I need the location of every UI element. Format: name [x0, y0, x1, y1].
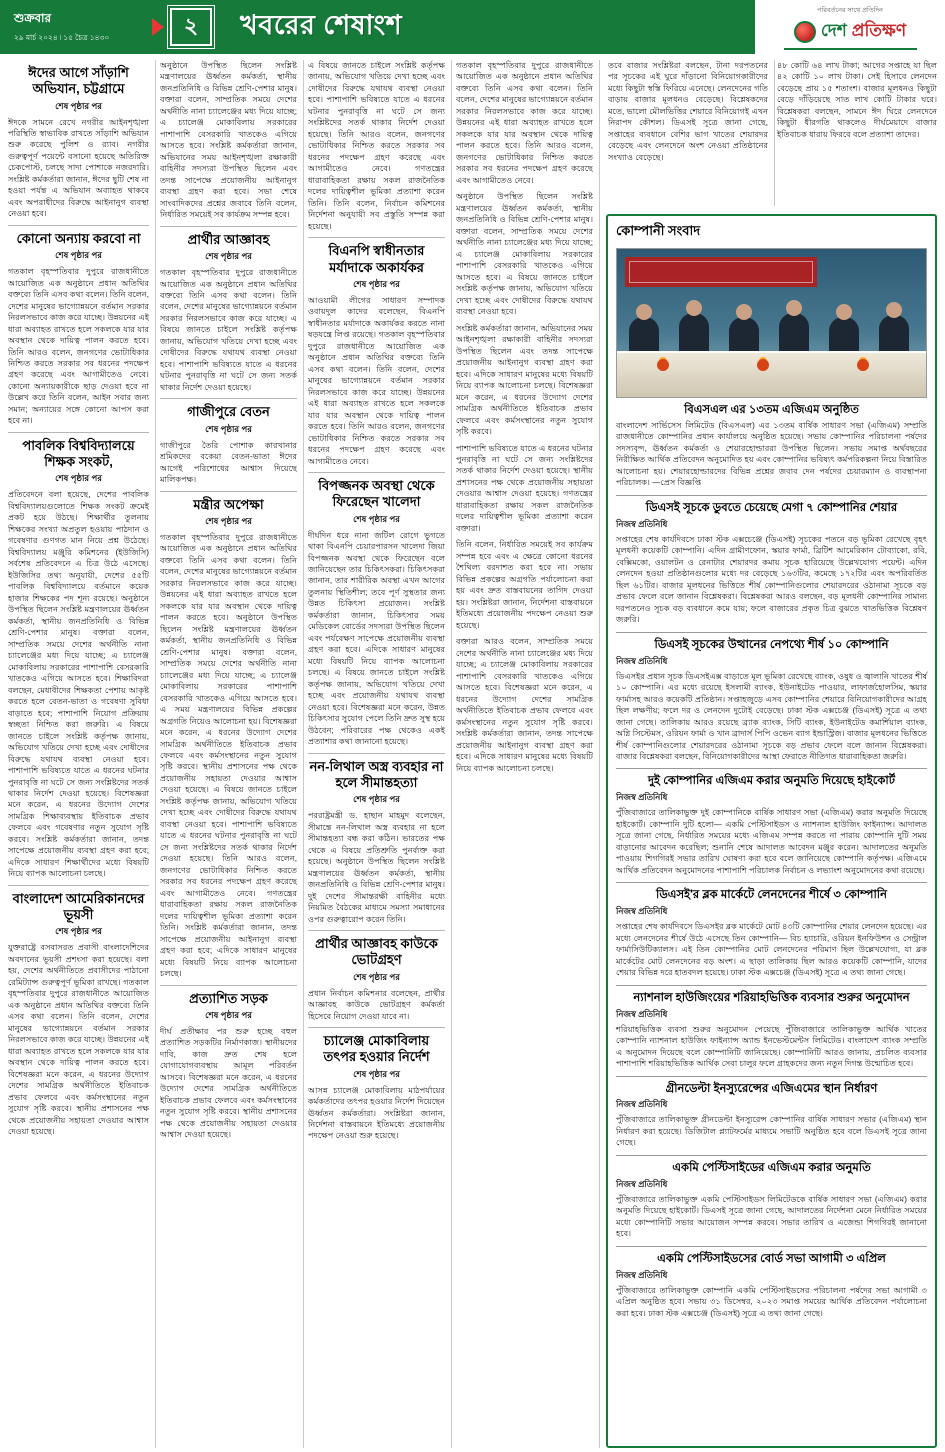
article-continuation-body: ৪৮ কোটি ৬৪ লাখ টাকা; আগের সপ্তাহে যা ছিল ৪২ কোটি ১০ লাখ টাকা। সেই হিসাবে লেনদেন বেড়েছে প্রায় ১৫ শতাংশ। বাজার মূলধনও কিছুটা বেড়ে দাঁড়িয়েছে সাত লাখ কোটি টাকার ঘরে। বিশ্লেষকরা বলছেন, সামনে ঈদ ঘিরে লেনদেনে কিছুটা ধীরগতি থাকলেও দীর্ঘমেয়াদে বাজার ইতিবাচক ধারায় ফিরবে বলে প্রত্যাশা তাদের। [777, 61, 937, 139]
company-item-headline: একমি পেস্টিসাইডের এজিএম করার অনুমতি [672, 1161, 871, 1174]
continued-from-label: শেষ পৃষ্ঠার পর [205, 423, 252, 434]
masthead-logo-icon [794, 21, 816, 43]
masthead-logo-row [794, 18, 906, 46]
masthead [755, 0, 945, 54]
divider [616, 1076, 927, 1077]
article-polling-officer [308, 936, 445, 1022]
photo-flower [857, 359, 869, 371]
company-item-headline: ডিএসই সূচকের উত্থানের নেপথ্যে শীর্ষ ১০ কোম্পানি [654, 638, 889, 651]
day-date-block [0, 0, 142, 54]
divider [160, 398, 297, 399]
article-body: গতকাল বৃহস্পতিবার দুপুরে রাজধানীতে আয়োজিত এক অনুষ্ঠানে প্রধান অতিথির বক্তব্যে তিনি এসব কথা বলেন। তিনি বলেন, দেশের মানুষের ভাগ্যোন্নয়নে বর্তমান সরকার নিরলসভাবে কাজ করে যাচ্ছে। উন্নয়নের এই ধারা অব্যাহত রাখতে হলে সকলকে যার যার অবস্থান থেকে দায়িত্ব পালন করতে হবে। তিনি আরও বলেন, জনগণের ভোটাধিকার নিশ্চিত করতে সরকার সব ধরনের পদক্ষেপ গ্রহণ করেছে এবং আগামীতেও নেবে। কোনো অন্যায়কারীকে ছাড় দেওয়া হবে না উল্লেখ করে তিনি বলেন, আইন সবার জন্য সমান; অন্যায়ের সঙ্গে কোনো আপস করা হবে না। [8, 267, 149, 426]
article-expected-road [160, 991, 297, 1141]
news-column-6 [775, 60, 937, 206]
continued-from-label: শেষ পৃষ্ঠার পর [55, 926, 102, 937]
continued-from-label: শেষ পৃষ্ঠার পর [55, 473, 102, 484]
company-item-body: ডিএসইর প্রধান সূচক ডিএসইএক্স বাড়াতে মূল ভূমিকা রেখেছে ব্যাংক, ওষুধ ও জ্বালানি খাতের শীর্ষ ১০ কোম্পানি। এর মধ্যে রয়েছে ইসলামী ব্যাংক, ইউনাইটেড পাওয়ার, লাফার্জহোলসিম, স্কয়ার ফার্মাসহ আরও কয়েকটি প্রতিষ্ঠান। সপ্তাহজুড়ে এসব কোম্পানির শেয়ারে বিনিয়োগকারীদের আগ্রহ ছিল লক্ষণীয়; ফলে দর ও লেনদেন দুটোই বেড়েছে। ঢাকা স্টক এক্সচেঞ্জ (ডিএসই) সূত্রে এ তথ্য জানা গেছে। তালিকায় আরও রয়েছে ব্র্যাক ব্যাংক, সিটি ব্যাংক, ইউনাইটেড কমার্শিয়াল ব্যাংক, অগ্নি সিস্টেমস, ওরিয়ন ফার্মা ও খান ব্রাদার্স পিপি ওভেন ব্যাগ ইন্ডাস্ট্রিজ। বাজার মূলধনের ভিত্তিতে শীর্ষ কোম্পানিগুলোর শেয়ারদরের ওঠানামা সূচকে বড় প্রভাব ফেলে বলে জানান বিশ্লেষকরা। বাজার বিশ্লেষকরা বলছেন, বিনিয়োগকারীদের আস্থা ফেরাতে নীতিগত ধারাবাহিকতা জরুরি। [616, 671, 927, 761]
masthead-name-part1: দেশ [820, 20, 847, 40]
continued-from-label: শেষ পৃষ্ঠার পর [205, 515, 252, 526]
article-no-injustice [8, 231, 149, 427]
article-continuation-body: পাশাপাশি ভবিষ্যতে যাতে এ ধরনের ঘটনার পুনরাবৃত্তি না ঘটে সে জন্য সংশ্লিষ্টদের সতর্ক থাকার নির্দেশ দেওয়া হয়েছে। স্থানীয় প্রশাসনের পক্ষ থেকে প্রয়োজনীয় সহায়তা দেওয়ার আশ্বাস দেওয়া হয়েছে। গণতন্ত্রের ধারাবাহিকতা রক্ষায় সকল রাজনৈতিক দলের দায়িত্বশীল ভূমিকা প্রত্যাশা করেন বক্তারা। [456, 443, 593, 533]
article-body: ঈদকে সামনে রেখে নগরীর আইনশৃঙ্খলা পরিস্থিতি স্বাভাবিক রাখতে সাঁড়াশি অভিযান শুরু করেছে পুলিশ ও র‍্যাব। নগরীর গুরুত্বপূর্ণ পয়েন্টে বসানো হয়েছে অতিরিক্ত চেকপোস্ট, চলছে সাদা পোশাকে নজরদারি। সংশ্লিষ্ট কর্মকর্তারা জানান, ঈদের ছুটি শেষ না হওয়া পর্যন্ত এ অভিযান অব্যাহত থাকবে এবং অপরাধীদের বিরুদ্ধে আইনানুগ ব্যবস্থা নেওয়া হবে। [8, 117, 149, 219]
company-news-box [606, 214, 937, 1448]
company-item [616, 501, 927, 626]
article-body: প্রধান নির্বাচন কমিশনার বলেছেন, প্রার্থীর আজ্ঞাবহ কাউকে ভোটগ্রহণ কর্মকর্তা হিসেবে নিয়োগ দেওয়া যাবে না। [308, 988, 445, 1021]
article-continuation-body: তবে বাজার সংশ্লিষ্টরা বলছেন, টানা দরপতনের পর সূচকের এই ঘুরে দাঁড়ানো বিনিয়োগকারীদের মধ্যে কিছুটা স্বস্তি ফিরিয়ে এনেছে। লেনদেনের গতি বাড়ায় বাজার মূলধনও বেড়েছে। বিশ্লেষকদের মতে, ভালো মৌলভিত্তির শেয়ারে বিনিয়োগই এখন নিরাপদ কৌশল। ডিএসই সূত্রে জানা গেছে, সপ্তাহের ব্যবধানে বেশির ভাগ খাতের শেয়ারদর বেড়েছে এবং লেনদেনে অংশ নেওয়া প্রতিষ্ঠানের সংখ্যাও বেড়েছে। [608, 61, 768, 162]
news-column-4 [452, 60, 600, 1448]
company-item-body: পুঁজিবাজারে তালিকাভুক্ত একমি পেস্টিসাইডস লিমিটেডকে বার্ষিক সাধারণ সভা (এজিএম) করার অনুমতি দিয়েছে হাইকোর্ট। ডিএসই সূত্রে জানা গেছে, আদালতের নির্দেশনা মেনে নির্ধারিত সময়ের মধ্যে কোম্পানিটি সভার আয়োজন সম্পন্ন করবে। সভার তারিখ ও এজেন্ডা শিগগিরই জানানো হবে। [616, 1194, 927, 1239]
company-item [616, 991, 927, 1070]
article-body: আসন্ন চ্যালেঞ্জ মোকাবিলায় মাঠপর্যায়ের কর্মকর্তাদের তৎপর হওয়ার নির্দেশ দিয়েছেন ঊর্ধ্বতন কর্মকর্তারা। সংশ্লিষ্টরা জানান, নির্দেশনা বাস্তবায়নে ইতিমধ্যে প্রয়োজনীয় পদক্ষেপ নেওয়া শুরু হয়েছে। [308, 1085, 445, 1141]
article-body: দীর্ঘদিন ধরে নানা জটিল রোগে ভুগতে থাকা বিএনপি চেয়ারপারসন খালেদা জিয়া বিপজ্জনক অবস্থা থেকে ফিরেছেন বলে জানিয়েছেন তার চিকিৎসকরা। চিকিৎসকরা জানান, তার শারীরিক অবস্থা এখন আগের তুলনায় স্থিতিশীল; তবে পূর্ণ সুস্থতার জন্য উন্নত চিকিৎসা প্রয়োজন। সংশ্লিষ্ট কর্মকর্তারা জানান, চিকিৎসার সময় মেডিকেল বোর্ডের সদস্যরা উপস্থিত ছিলেন এবং পর্যবেক্ষণ সাপেক্ষে প্রয়োজনীয় ব্যবস্থা গ্রহণ করা হবে। এদিকে সাধারণ মানুষের মধ্যে বিষয়টি নিয়ে ব্যাপক আলোচনা চলছে। এ বিষয়ে জানতে চাইলে সংশ্লিষ্ট কর্তৃপক্ষ জানায়, অভিযোগ খতিয়ে দেখা হচ্ছে এবং প্রয়োজনীয় যথাযথ ব্যবস্থা নেওয়া হবে। বিশেষজ্ঞরা মনে করেন, উন্নত চিকিৎসার সুযোগ পেলে তিনি দ্রুত সুস্থ হয়ে উঠবেন; পরিবারের পক্ষ থেকেও একই প্রত্যাশার কথা জানানো হয়েছে। [308, 530, 445, 747]
company-item-headline: ডিএসই'র ব্লক মার্কেটে লেনদেনের শীর্ষে ৩ কোম্পানি [656, 889, 887, 902]
article-continuation-body: এ বিষয়ে জানতে চাইলে সংশ্লিষ্ট কর্তৃপক্ষ জানায়, অভিযোগ খতিয়ে দেখা হচ্ছে এবং দোষীদের বিরুদ্ধে যথাযথ ব্যবস্থা নেওয়া হবে। পাশাপাশি ভবিষ্যতে যাতে এ ধরনের ঘটনার পুনরাবৃত্তি না ঘটে সে জন্য সংশ্লিষ্টদের সতর্ক থাকার নির্দেশ দেওয়া হয়েছে। তিনি আরও বলেন, জনগণের ভোটাধিকার নিশ্চিত করতে সরকার সব ধরনের পদক্ষেপ গ্রহণ করেছে এবং আগামীতেও নেবে। গণতন্ত্রের ধারাবাহিকতা রক্ষায় সকল রাজনৈতিক দলের দায়িত্বশীল ভূমিকা প্রত্যাশা করেন তিনি। তিনি বলেন, নির্বাচন কমিশনের নির্দেশনা অনুযায়ী সব প্রস্তুতি সম্পন্ন করা হয়েছে। [308, 61, 445, 231]
article-bangladesh-americans [8, 891, 149, 1138]
divider [616, 882, 927, 883]
divider [616, 985, 927, 986]
article-gazipur-wages [160, 404, 297, 485]
date-line: ২৯ মার্চ ২০২৪ ৷ ১৫ চৈত্র ১৪৩০ [14, 32, 110, 42]
article-headline: বিএনপি স্বাধীনতার মর্যাদাকে অকার্যকর [328, 243, 425, 275]
divider [308, 930, 445, 931]
article-headline: চ্যালেঞ্জ মোকাবিলায় তৎপর হওয়ার নির্দেশ [323, 1033, 430, 1065]
article-continuation-body: গতকাল বৃহস্পতিবার দুপুরে রাজধানীতে আয়োজিত এক অনুষ্ঠানে প্রধান অতিথির বক্তব্যে তিনি এসব কথা বলেন। তিনি বলেন, দেশের মানুষের ভাগ্যোন্নয়নে বর্তমান সরকার নিরলসভাবে কাজ করে যাচ্ছে। উন্নয়নের এই ধারা অব্যাহত রাখতে হলে সকলকে যার যার অবস্থান থেকে দায়িত্ব পালন করতে হবে। তিনি আরও বলেন, জনগণের ভোটাধিকার নিশ্চিত করতে সরকার সব ধরনের পদক্ষেপ গ্রহণ করেছে এবং আগামীতেও নেবে। [456, 61, 593, 185]
photo-person [779, 313, 809, 355]
company-item [616, 1252, 927, 1319]
continued-from-label: শেষ পৃষ্ঠার পর [353, 794, 400, 805]
divider [616, 1155, 927, 1156]
continued-from-label: শেষ পৃষ্ঠার পর [205, 1009, 252, 1020]
company-item-headline: ডিএসই সূচকে ডুবতে চেয়েছে মেগা ৭ কোম্পানির শেয়ার [645, 501, 898, 514]
divider [160, 985, 297, 986]
divider [308, 1027, 445, 1028]
article-headline: পাবলিক বিশ্ববিদ্যালয়ে শিক্ষক সংকট, [22, 437, 135, 470]
masthead-name-part2: প্রতিক্ষণ [851, 20, 907, 40]
byline: নিজস্ব প্রতিনিধি [616, 792, 668, 803]
continued-from-label: শেষ পৃষ্ঠার পর [353, 971, 400, 982]
ribbon-icon [152, 18, 164, 36]
divider [160, 226, 297, 227]
company-item-headline: দুই কোম্পানির এজিএম করার অনুমতি দিয়েছে হাইকোর্ট [648, 775, 895, 788]
company-item-headline: ন্যাশনাল হাউজিংয়ের শরিয়াহভিত্তিক ব্যবসার শুরুর অনুমোদন [633, 991, 910, 1004]
weekday-label: শুক্রবার [14, 10, 52, 25]
company-item-body: শরিয়াহভিত্তিক ব্যবসা শুরুর অনুমোদন পেয়েছে পুঁজিবাজারে তালিকাভুক্ত আর্থিক খাতের কোম্পানি ন্যাশনাল হাউজিং ফাইন্যান্স অ্যান্ড ইনভেস্টমেন্টস লিমিটেড। বাংলাদেশ ব্যাংক সম্প্রতি এ অনুমোদন দিয়েছে বলে কোম্পানিটি জানিয়েছে। কোম্পানিটি আরও জানায়, প্রচলিত ব্যবসার পাশাপাশি শরিয়াহভিত্তিক আর্থিক সেবা চালুর ফলে গ্রাহকদের জন্য নতুন দিগন্ত উন্মোচিত হবে। [616, 1024, 927, 1069]
divider [308, 753, 445, 754]
byline: নিজস্ব প্রতিনিধি [616, 655, 668, 666]
continued-from-label: শেষ পৃষ্ঠার পর [353, 278, 400, 289]
article-candidate-loyal [160, 232, 297, 394]
article-teacher-shortage [8, 438, 149, 880]
section-title: খবরের শেষাংশ [240, 9, 403, 40]
byline: নিজস্ব প্রতিনিধি [616, 1178, 668, 1189]
article-body: গতকাল বৃহস্পতিবার দুপুরে রাজধানীতে আয়োজিত এক অনুষ্ঠানে প্রধান অতিথির বক্তব্যে তিনি এসব কথা বলেন। তিনি বলেন, দেশের মানুষের ভাগ্যোন্নয়নে বর্তমান সরকার নিরলসভাবে কাজ করে যাচ্ছে। উন্নয়নের এই ধারা অব্যাহত রাখতে হলে সকলকে যার যার অবস্থান থেকে দায়িত্ব পালন করতে হবে। অনুষ্ঠানে উপস্থিত ছিলেন সংশ্লিষ্ট মন্ত্রণালয়ের ঊর্ধ্বতন কর্মকর্তা, স্থানীয় জনপ্রতিনিধি ও বিভিন্ন শ্রেণি-পেশার মানুষ। বক্তারা বলেন, সাম্প্রতিক সময়ে দেশের অর্থনীতি নানা চ্যালেঞ্জের মধ্য দিয়ে যাচ্ছে; এ চ্যালেঞ্জ মোকাবিলায় সরকারের পাশাপাশি বেসরকারি খাতকেও এগিয়ে আসতে হবে। এ সময় মন্ত্রণালয়ের বিভিন্ন প্রকল্পের অগ্রগতি নিয়েও আলোচনা হয়। বিশেষজ্ঞরা মনে করেন, এ ধরনের উদ্যোগ দেশের সামগ্রিক অর্থনীতিতে ইতিবাচক প্রভাব ফেলবে এবং কর্মসংস্থানের নতুন সুযোগ সৃষ্টি করবে। স্থানীয় প্রশাসনের পক্ষ থেকে প্রয়োজনীয় সহায়তা দেওয়ার আশ্বাস দেওয়া হয়েছে। এ বিষয়ে জানতে চাইলে সংশ্লিষ্ট কর্তৃপক্ষ জানায়, অভিযোগ খতিয়ে দেখা হচ্ছে এবং দোষীদের বিরুদ্ধে যথাযথ ব্যবস্থা নেওয়া হবে। পাশাপাশি ভবিষ্যতে যাতে এ ধরনের ঘটনার পুনরাবৃত্তি না ঘটে সে জন্য সংশ্লিষ্টদের সতর্ক থাকার নির্দেশ দেওয়া হয়েছে। তিনি আরও বলেন, জনগণের ভোটাধিকার নিশ্চিত করতে সরকার সব ধরনের পদক্ষেপ গ্রহণ করেছে এবং আগামীতেও নেবে। গণতন্ত্রের ধারাবাহিকতা রক্ষায় সকল রাজনৈতিক দলের দায়িত্বশীল ভূমিকা প্রত্যাশা করেন তিনি। সংশ্লিষ্ট কর্মকর্তারা জানান, তদন্ত সাপেক্ষে প্রয়োজনীয় আইনানুগ ব্যবস্থা গ্রহণ করা হবে; এদিকে সাধারণ মানুষের মধ্যে বিষয়টি নিয়ে ব্যাপক আলোচনা চলছে। [160, 532, 297, 979]
photo-flower [757, 359, 769, 371]
article-body: পররাষ্ট্রমন্ত্রী ড. হাছান মাহমুদ বলেছেন, সীমান্তে নন-লিথাল অস্ত্র ব্যবহার না হলে সীমান্তহত্যা বন্ধ করা কঠিন। ভারতের পক্ষ থেকে এ বিষয়ে প্রতিশ্রুতি পুনর্ব্যক্ত করা হয়েছে। অনুষ্ঠানে উপস্থিত ছিলেন সংশ্লিষ্ট মন্ত্রণালয়ের ঊর্ধ্বতন কর্মকর্তা, স্থানীয় জনপ্রতিনিধি ও বিভিন্ন শ্রেণি-পেশার মানুষ। দুই দেশের সীমান্তরক্ষী বাহিনীর মধ্যে নিয়মিত বৈঠকের মাধ্যমে সমস্যা সমাধানের ওপর গুরুত্বারোপ করেন তিনি। [308, 811, 445, 924]
continued-from-label: শেষ পৃষ্ঠার পর [205, 251, 252, 262]
company-item-body: পুঁজিবাজারে তালিকাভুক্ত কোম্পানি একমি পেস্টিসাইডসের পরিচালনা পর্ষদের সভা আগামী ৩ এপ্রিল অনুষ্ঠিত হবে। সভায় ৩১ ডিসেম্বর, ২০২৩ সমাপ্ত সময়ের আর্থিক প্রতিবেদন পর্যালোচনা করা হবে। ঢাকা স্টক এক্সচেঞ্জ (ডিএসই) সূত্রে এ তথ্য জানা গেছে। [616, 1285, 927, 1318]
article-body: দীর্ঘ প্রতীক্ষার পর শুরু হচ্ছে বহুল প্রত্যাশিত সড়কটির নির্মাণকাজ। স্থানীয়দের দাবি, কাজ দ্রুত শেষ হলে যোগাযোগব্যবস্থায় আমূল পরিবর্তন আসবে। বিশেষজ্ঞরা মনে করেন, এ ধরনের উদ্যোগ দেশের সামগ্রিক অর্থনীতিতে ইতিবাচক প্রভাব ফেলবে এবং কর্মসংস্থানের নতুন সুযোগ সৃষ্টি করবে। স্থানীয় প্রশাসনের পক্ষ থেকে প্রয়োজনীয় সহায়তা দেওয়ার আশ্বাস দেওয়া হয়েছে। [160, 1026, 297, 1140]
byline: নিজস্ব প্রতিনিধি [616, 1269, 668, 1280]
article-khaleda-recovered [308, 478, 445, 748]
article-body: যুক্তরাষ্ট্রে বসবাসরত প্রবাসী বাংলাদেশিদের অবদানের ভূয়সী প্রশংসা করা হয়েছে। বলা হয়, দেশের অর্থনীতিতে প্রবাসীদের পাঠানো রেমিট্যান্স গুরুত্বপূর্ণ ভূমিকা রাখছে। গতকাল বৃহস্পতিবার দুপুরে রাজধানীতে আয়োজিত এক অনুষ্ঠানে প্রধান অতিথির বক্তব্যে তিনি এসব কথা বলেন। তিনি বলেন, দেশের মানুষের ভাগ্যোন্নয়নে বর্তমান সরকার নিরলসভাবে কাজ করে যাচ্ছে। উন্নয়নের এই ধারা অব্যাহত রাখতে হলে সকলকে যার যার অবস্থান থেকে দায়িত্ব পালন করতে হবে। বিশেষজ্ঞরা মনে করেন, এ ধরনের উদ্যোগ দেশের সামগ্রিক অর্থনীতিতে ইতিবাচক প্রভাব ফেলবে এবং কর্মসংস্থানের নতুন সুযোগ সৃষ্টি করবে। স্থানীয় প্রশাসনের পক্ষ থেকে প্রয়োজনীয় সহায়তা দেওয়ার আশ্বাস দেওয়া হয়েছে। [8, 943, 149, 1137]
divider [160, 491, 297, 492]
masthead-rule [784, 48, 917, 50]
article-headline: প্রার্থীর আজ্ঞাবহ কাউকে ভোটগ্রহণ [315, 936, 438, 968]
photo-flower [657, 359, 669, 371]
article-headline: প্রার্থীর আজ্ঞাবহ [187, 231, 270, 247]
article-headline: ঈদের আগে সাঁড়াশি অভিযান, চট্টগ্রামে [28, 65, 129, 97]
article-non-lethal-border [308, 759, 445, 925]
article-continuation-body: অনুষ্ঠানে উপস্থিত ছিলেন সংশ্লিষ্ট মন্ত্রণালয়ের ঊর্ধ্বতন কর্মকর্তা, স্থানীয় জনপ্রতিনিধি ও বিভিন্ন শ্রেণি-পেশার মানুষ। বক্তারা বলেন, সাম্প্রতিক সময়ে দেশের অর্থনীতি নানা চ্যালেঞ্জের মধ্য দিয়ে যাচ্ছে; এ চ্যালেঞ্জ মোকাবিলায় সরকারের পাশাপাশি বেসরকারি খাতকেও এগিয়ে আসতে হবে। সংশ্লিষ্ট কর্মকর্তারা জানান, অভিযানের সময় আইনশৃঙ্খলা রক্ষাকারী বাহিনীর সদস্যরা উপস্থিত ছিলেন এবং তদন্ত সাপেক্ষে প্রয়োজনীয় আইনানুগ ব্যবস্থা গ্রহণ করা হবে। সভা শেষে সাংবাদিকদের প্রশ্নের জবাবে তিনি বলেন, নির্ধারিত সময়েই সব কার্যক্রম সম্পন্ন হবে। [160, 61, 297, 220]
company-item-headline: বিএসএল এর ১৩তম এজিএম অনুষ্ঠিত [684, 404, 859, 416]
article-body: গতকাল বৃহস্পতিবার দুপুরে রাজধানীতে আয়োজিত এক অনুষ্ঠানে প্রধান অতিথির বক্তব্যে তিনি এসব কথা বলেন। তিনি বলেন, দেশের মানুষের ভাগ্যোন্নয়নে বর্তমান সরকার নিরলসভাবে কাজ করে যাচ্ছে। এ বিষয়ে জানতে চাইলে সংশ্লিষ্ট কর্তৃপক্ষ জানায়, অভিযোগ খতিয়ে দেখা হচ্ছে এবং দোষীদের বিরুদ্ধে যথাযথ ব্যবস্থা নেওয়া হবে। পাশাপাশি ভবিষ্যতে যাতে এ ধরনের ঘটনার পুনরাবৃত্তি না ঘটে সে জন্য সতর্ক থাকার নির্দেশ দেওয়া হয়েছে। [160, 268, 297, 392]
company-item [616, 638, 927, 763]
company-item-body: সপ্তাহের শেষ কার্যদিবসে ডিএসইর ব্লক মার্কেটে মোট ৪৩টি কোম্পানির শেয়ার লেনদেন হয়েছে। এর মধ্যে লেনদেনের শীর্ষে উঠে এসেছে তিন কোম্পানি— বিচ হ্যাচারি, ওরিয়ন ইনফিউশন ও সেন্ট্রাল ফার্মাসিউটিক্যালস। এই তিন কোম্পানির মোট লেনদেনের পরিমাণ ছিল উল্লেখযোগ্য, যা ব্লক মার্কেটের মোট লেনদেনের বড় অংশ। এ ছাড়া তালিকায় ছিল আরও কয়েকটি কোম্পানি, যাদের শেয়ার বিভিন্ন দরে হাতবদল হয়েছে। ঢাকা স্টক এক্সচেঞ্জ (ডিএসই) সূত্রে এ তথ্য জানা গেছে। [616, 922, 927, 978]
divider [8, 225, 149, 226]
article-body: গাজীপুরে তৈরি পোশাক কারখানার শ্রমিকদের বকেয়া বেতন-ভাতা ঈদের আগেই পরিশোধের আশ্বাস দিয়েছে মালিকপক্ষ। [160, 440, 297, 485]
company-item [616, 403, 927, 489]
company-item [616, 1161, 927, 1240]
page-content [0, 54, 945, 1444]
article-raid-chattogram [8, 65, 149, 220]
photo-person [679, 313, 709, 355]
divider [616, 632, 927, 633]
article-continuation-body: সংশ্লিষ্ট কর্মকর্তারা জানান, অভিযানের সময় আইনশৃঙ্খলা রক্ষাকারী বাহিনীর সদস্যরা উপস্থিত ছিলেন এবং তদন্ত সাপেক্ষে প্রয়োজনীয় আইনানুগ ব্যবস্থা গ্রহণ করা হবে। এদিকে সাধারণ মানুষের মধ্যে বিষয়টি নিয়ে ব্যাপক আলোচনা চলছে। বিশেষজ্ঞরা মনে করেন, এ ধরনের উদ্যোগ দেশের সামগ্রিক অর্থনীতিতে ইতিবাচক প্রভাব ফেলবে এবং কর্মসংস্থানের নতুন সুযোগ সৃষ্টি করবে। [456, 323, 593, 437]
article-bnp-independence [308, 243, 445, 467]
divider [8, 432, 149, 433]
divider [616, 768, 927, 769]
divider [308, 237, 445, 238]
article-headline: প্রত্যাশিত সড়ক [189, 990, 268, 1006]
company-item-body: পুঁজিবাজারে তালিকাভুক্ত গ্রীনডেল্টা ইনস্যুরেন্স কোম্পানির বার্ষিক সাধারণ সভার (এজিএম) স্থান নির্ধারণ করা হয়েছে। ডিজিটাল প্ল্যাটফর্মের মাধ্যমে সভাটি অনুষ্ঠিত হবে বলে ডিএসই সূত্রে জানা গেছে। [616, 1115, 927, 1148]
continued-from-label: শেষ পৃষ্ঠার পর [353, 1068, 400, 1079]
article-minister-waiting [160, 497, 297, 980]
company-news-title: কোম্পানী সংবাদ [616, 223, 701, 238]
article-headline: মন্ত্রীর অপেক্ষা [193, 496, 264, 512]
news-column-2 [156, 60, 304, 1448]
continued-from-label: শেষ পৃষ্ঠার পর [353, 513, 400, 524]
divider [8, 885, 149, 886]
byline: নিজস্ব প্রতিনিধি [616, 906, 668, 917]
article-continuation-body: তিনি বলেন, নির্ধারিত সময়েই সব কার্যক্রম সম্পন্ন হবে এবং এ ক্ষেত্রে কোনো ধরনের শৈথিল্য বরদাশত করা হবে না। সভায় বিভিন্ন প্রকল্পের অগ্রগতি পর্যালোচনা করা হয় এবং দ্রুত বাস্তবায়নের তাগিদ দেওয়া হয়। সংশ্লিষ্টরা জানান, নির্দেশনা বাস্তবায়নে ইতিমধ্যে প্রয়োজনীয় পদক্ষেপ নেওয়া শুরু হয়েছে। [456, 540, 593, 630]
page-number: ২ [170, 8, 212, 46]
agm-meeting-photo [616, 248, 927, 398]
article-headline: কোনো অন্যায় করবো না [16, 230, 141, 246]
news-column-3 [304, 60, 452, 1448]
company-item [616, 774, 927, 876]
company-item-headline: একমি পেস্টিসাইডসের বোর্ড সভা আগামী ৩ এপ্রিল [657, 1252, 886, 1265]
company-item-body: পুঁজিবাজারে তালিকাভুক্ত দুই কোম্পানিকে বার্ষিক সাধারণ সভা (এজিএম) করার অনুমতি দিয়েছে হাইকোর্ট। কোম্পানি দুটি হলো— একমি পেস্টিসাইডস ও ন্যাশনাল হাউজিং ফাইন্যান্স। আদালত সূত্রে জানা গেছে, নির্ধারিত সময়ের মধ্যে এজিএম সম্পন্ন করতে না পারায় কোম্পানি দুটি সময় বাড়ানোর আবেদন করেছিল; শুনানি শেষে আদালত আবেদন মঞ্জুর করেন। আদালতের অনুমতি পাওয়ায় শিগগিরই সভার তারিখ ঘোষণা করা হবে বলে জানিয়েছে কোম্পানি কর্তৃপক্ষ। এজিএমে আর্থিক প্রতিবেদন অনুমোদনের পাশাপাশি পরিচালক নির্বাচন ও লভ্যাংশ অনুমোদনের কথা রয়েছে। [616, 808, 927, 875]
page-number-badge [142, 0, 222, 54]
photo-table [617, 351, 926, 397]
divider [616, 495, 927, 496]
masthead-tagline: পরিবর্তনের সাথে প্রতিদিন [817, 6, 883, 14]
article-continuation-body: অনুষ্ঠানে উপস্থিত ছিলেন সংশ্লিষ্ট মন্ত্রণালয়ের ঊর্ধ্বতন কর্মকর্তা, স্থানীয় জনপ্রতিনিধি ও বিভিন্ন শ্রেণি-পেশার মানুষ। বক্তারা বলেন, সাম্প্রতিক সময়ে দেশের অর্থনীতি নানা চ্যালেঞ্জের মধ্য দিয়ে যাচ্ছে; এ চ্যালেঞ্জ মোকাবিলায় সরকারের পাশাপাশি বেসরকারি খাতকেও এগিয়ে আসতে হবে। এ বিষয়ে জানতে চাইলে সংশ্লিষ্ট কর্তৃপক্ষ জানায়, অভিযোগ খতিয়ে দেখা হচ্ছে এবং দোষীদের বিরুদ্ধে যথাযথ ব্যবস্থা নেওয়া হবে। [456, 192, 593, 317]
article-body: প্রতিবেদনে বলা হয়েছে, দেশের পাবলিক বিশ্ববিদ্যালয়গুলোতে শিক্ষক সংকট ক্রমেই প্রকট হয়ে উঠছে। শিক্ষার্থীর তুলনায় শিক্ষকের সংখ্যা অপ্রতুল হওয়ায় পাঠদান ও গবেষণার গুণগত মান নিয়ে প্রশ্ন উঠেছে। বিশ্ববিদ্যালয় মঞ্জুরি কমিশনের (ইউজিসি) সর্বশেষ প্রতিবেদনে এ চিত্র উঠে এসেছে। ইউজিসির তথ্য অনুযায়ী, দেশের ৫৫টি পাবলিক বিশ্ববিদ্যালয়ে বর্তমানে কয়েক হাজার শিক্ষকের পদ শূন্য রয়েছে। অনুষ্ঠানে উপস্থিত ছিলেন সংশ্লিষ্ট মন্ত্রণালয়ের ঊর্ধ্বতন কর্মকর্তা, স্থানীয় জনপ্রতিনিধি ও বিভিন্ন শ্রেণি-পেশার মানুষ। বক্তারা বলেন, সাম্প্রতিক সময়ে দেশের অর্থনীতি নানা চ্যালেঞ্জের মধ্য দিয়ে যাচ্ছে; এ চ্যালেঞ্জ মোকাবিলায় সরকারের পাশাপাশি বেসরকারি খাতকেও এগিয়ে আসতে হবে। শিক্ষাবিদরা বলছেন, মেধাবীদের শিক্ষকতা পেশায় আকৃষ্ট করতে হলে বেতন-ভাতা ও গবেষণা সুবিধা বাড়াতে হবে; পাশাপাশি নিয়োগ প্রক্রিয়ায় স্বচ্ছতা নিশ্চিত করা জরুরি। এ বিষয়ে জানতে চাইলে সংশ্লিষ্ট কর্তৃপক্ষ জানায়, অভিযোগ খতিয়ে দেখা হচ্ছে এবং দোষীদের বিরুদ্ধে যথাযথ ব্যবস্থা নেওয়া হবে। পাশাপাশি ভবিষ্যতে যাতে এ ধরনের ঘটনার পুনরাবৃত্তি না ঘটে সে জন্য সংশ্লিষ্টদের সতর্ক থাকার নির্দেশ দেওয়া হয়েছে। বিশেষজ্ঞরা মনে করেন, এ ধরনের উদ্যোগ দেশের সামগ্রিক শিক্ষাব্যবস্থায় ইতিবাচক প্রভাব ফেলবে এবং গবেষণার নতুন সুযোগ সৃষ্টি করবে। সংশ্লিষ্ট কর্মকর্তারা জানান, তদন্ত সাপেক্ষে প্রয়োজনীয় ব্যবস্থা গ্রহণ করা হবে; এদিকে সাধারণ শিক্ষার্থীদের মধ্যে বিষয়টি নিয়ে ব্যাপক আলোচনা চলছে। [8, 490, 149, 879]
divider [616, 1246, 927, 1247]
right-top-continuations [606, 60, 937, 206]
news-column-1 [8, 60, 156, 1448]
article-headline: গাজীপুরে বেতন [187, 404, 270, 420]
company-item [616, 1082, 927, 1149]
article-challenge-directive [308, 1033, 445, 1142]
article-headline: বাংলাদেশ আমেরিকানদের ভূয়সী [12, 890, 145, 923]
byline: নিজস্ব প্রতিনিধি [616, 1099, 668, 1110]
news-column-5 [606, 60, 775, 206]
article-body: আওয়ামী লীগের সাধারণ সম্পাদক ওবায়দুল কাদের বলেছেন, বিএনপি স্বাধীনতার মর্যাদাকে অকার্যকর করতে নানা ষড়যন্ত্রে লিপ্ত রয়েছে। গতকাল বৃহস্পতিবার দুপুরে রাজধানীতে আয়োজিত এক অনুষ্ঠানে প্রধান অতিথির বক্তব্যে তিনি এসব কথা বলেন। তিনি বলেন, দেশের মানুষের ভাগ্যোন্নয়নে বর্তমান সরকার নিরলসভাবে কাজ করে যাচ্ছে। উন্নয়নের এই ধারা অব্যাহত রাখতে হলে সকলকে যার যার অবস্থান থেকে দায়িত্ব পালন করতে হবে। তিনি আরও বলেন, জনগণের ভোটাধিকার নিশ্চিত করতে সরকার সব ধরনের পদক্ষেপ গ্রহণ করেছে এবং আগামীতেও নেবে। [308, 295, 445, 466]
continued-from-label: শেষ পৃষ্ঠার পর [55, 250, 102, 261]
article-continuation-body: বক্তারা আরও বলেন, সাম্প্রতিক সময়ে দেশের অর্থনীতি নানা চ্যালেঞ্জের মধ্য দিয়ে যাচ্ছে; এ চ্যালেঞ্জ মোকাবিলায় সরকারের পাশাপাশি বেসরকারি খাতকেও এগিয়ে আসতে হবে। বিশেষজ্ঞরা মনে করেন, এ ধরনের উদ্যোগ দেশের সামগ্রিক অর্থনীতিতে ইতিবাচক প্রভাব ফেলবে এবং কর্মসংস্থানের নতুন সুযোগ সৃষ্টি করবে। সংশ্লিষ্ট কর্মকর্তারা জানান, তদন্ত সাপেক্ষে প্রয়োজনীয় আইনানুগ ব্যবস্থা গ্রহণ করা হবে। এদিকে সাধারণ মানুষের মধ্যে বিষয়টি নিয়ে ব্যাপক আলোচনা চলছে। [456, 637, 593, 773]
company-item-body: বাংলাদেশ সার্ভিসেস লিমিটেড (বিএসএল) এর ১৩তম বার্ষিক সাধারণ সভা (এজিএম) সম্প্রতি রাজধানীতে কোম্পানির প্রধান কার্যালয়ে অনুষ্ঠিত হয়েছে। সভায় কোম্পানির পরিচালনা পর্ষদের সদস্যবৃন্দ, ঊর্ধ্বতন কর্মকর্তা ও শেয়ারহোল্ডাররা উপস্থিত ছিলেন। সভায় সমাপ্ত অর্থবছরের নিরীক্ষিত আর্থিক প্রতিবেদন অনুমোদিত হয় এবং কোম্পানির ভবিষ্যৎ কর্মপরিকল্পনা নিয়ে বিস্তারিত আলোচনা হয়। শেয়ারহোল্ডারদের বিভিন্ন প্রশ্নের জবাব দেন পর্ষদের চেয়ারম্যান ও ব্যবস্থাপনা পরিচালক। —প্রেস বিজ্ঞপ্তি [616, 420, 927, 488]
article-headline: নন-লিথাল অস্ত্র ব্যবহার না হলে সীমান্তহত্যা [309, 758, 444, 790]
company-item-headline: গ্রীনডেল্টা ইনস্যুরেন্সের এজিএমের স্থান নির্ধারণ [665, 1082, 878, 1095]
divider [308, 472, 445, 473]
page-header [0, 0, 945, 54]
continued-from-label: শেষ পৃষ্ঠার পর [55, 100, 102, 111]
byline: নিজস্ব প্রতিনিধি [616, 518, 668, 529]
article-headline: বিপজ্জনক অবস্থা থেকে ফিরেছেন খালেদা [318, 478, 435, 510]
byline: নিজস্ব প্রতিনিধি [616, 1008, 668, 1019]
right-section [600, 60, 937, 1448]
company-item [616, 888, 927, 978]
photo-banner [625, 257, 817, 287]
company-item-body: সপ্তাহের শেষ কার্যদিবসে ঢাকা স্টক এক্সচেঞ্জে (ডিএসই) সূচকের পতনে বড় ভূমিকা রেখেছে বৃহৎ মূলধনী কয়েকটি কোম্পানি। এদিন গ্রামীণফোন, স্কয়ার ফার্মা, ব্রিটিশ আমেরিকান টোব্যাকো, রবি, বেক্সিমকো, ওয়ালটন ও রেনাটার শেয়ারদর কমায় সূচক হারিয়েছে উল্লেখযোগ্য পয়েন্ট। এদিন লেনদেন হওয়া প্রতিষ্ঠানগুলোর মধ্যে দর বেড়েছে ১৬৩টির, কমেছে ১৭২টির এবং অপরিবর্তিত ছিল ৬১টির। বাজার মূলধনের ভিত্তিতে শীর্ষ কোম্পানিগুলোর শেয়ারদরের ওঠানামা সূচকে বড় প্রভাব ফেলে বলে জানান বিশ্লেষকরা। বিশ্লেষকরা আরও বলছেন, বড় মূলধনী কোম্পানির সামান্য দরপতনেও সূচক বড় ব্যবধানে কমে যায়; ফলে বাজারের প্রকৃত চিত্র বুঝতে খাতভিত্তিক বিশ্লেষণ জরুরি। [616, 534, 927, 625]
